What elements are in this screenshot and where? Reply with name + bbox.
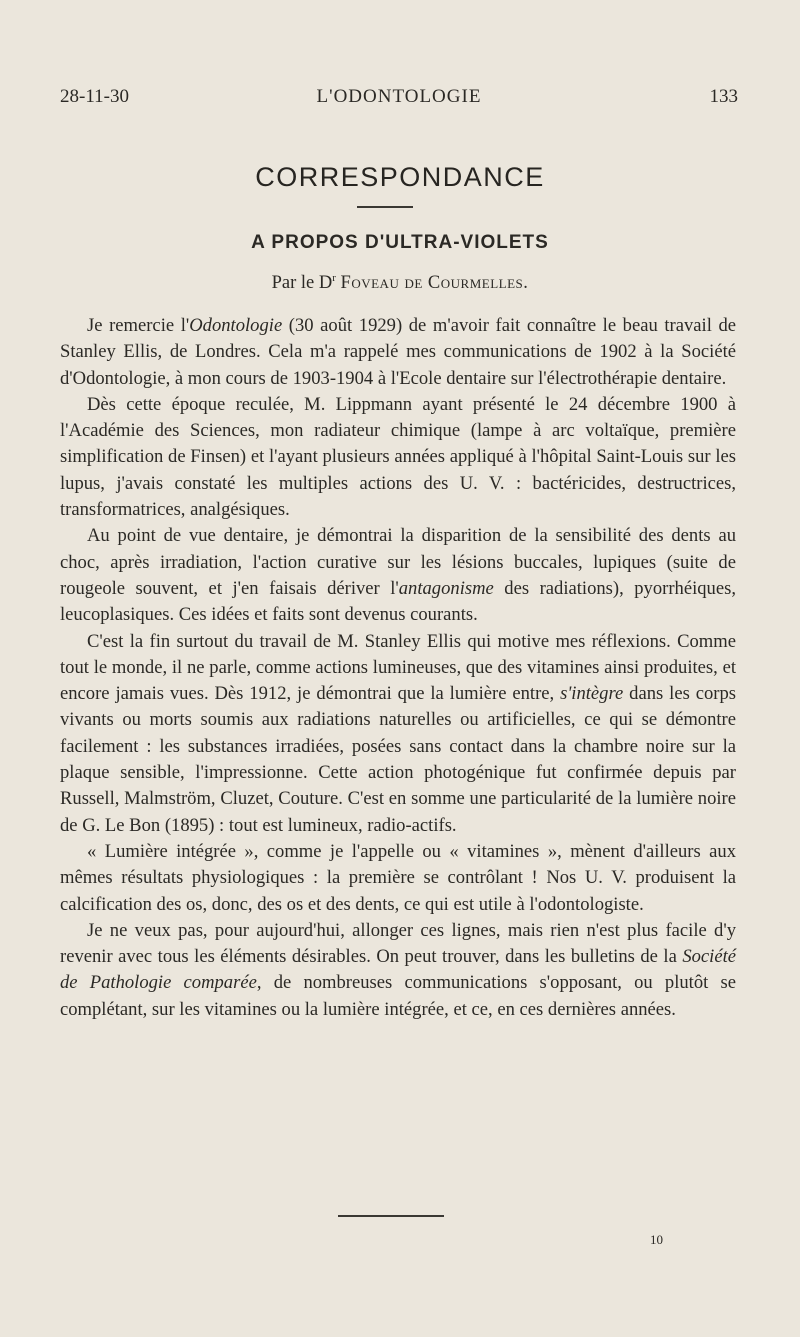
society-name-italic: Société de Pathologie comparée — [60, 946, 736, 994]
paragraph-2: Dès cette époque reculée, M. Lippmann ayant présenté le 24 décembre 1900 à l'Académie des Sciences, mon radiateur chimique (lampe à arc voltaïque, première simplification de Finsen) et l'ayant plusieurs années appliqué à l'hôpital Saint-Louis sur les lupus, j'avais constaté les multiples actions des U. V. : bactéricides, destructrices, transformatrices, analgésiques. — [60, 393, 736, 521]
byline — [0, 272, 800, 294]
journal-name-italic: Odontologie — [189, 315, 283, 336]
signature-folio: 10 — [650, 1232, 663, 1247]
paragraph-1: Je remercie l'Odontologie (30 août 1929) de m'avoir fait connaître le beau travail de Stanley Ellis, de Londres. Cela m'a rappelé mes communications de 1902 à la Société d'Odontologie, à mon cours de 1903-1904 à l'Ecole dentaire sur l'électrothérapie dentaire. — [60, 315, 737, 389]
article-title: A PROPOS D'ULTRA-VIOLETS — [251, 232, 549, 253]
byline-author: Foveau de Courmelles. — [340, 273, 529, 294]
closing-rule — [338, 1215, 444, 1217]
article-body — [60, 313, 736, 1023]
paragraph-6: Je ne veux pas, pour aujourd'hui, allonger ces lignes, mais rien n'est plus facile d'y revenir avec tous les éléments désirables. On peut trouver, dans les bulletins de la Société de Pathologie comparée, de nombreuses communications s'opposant, ou plutôt se complétant, sur les vitamines ou la lumière intégrée, et ce, en ces dernières années. — [60, 919, 736, 1020]
section-title: CORRESPONDANCE — [255, 162, 545, 192]
paragraph-4: C'est la fin surtout du travail de M. Stanley Ellis qui motive mes réflexions. Comme tout le monde, il ne parle, comme actions lumineuses, que des vitamines ainsi produites, et encore jamais vues. Dès 1912, je démontrai que la lumière entre, s'intègre dans les corps vivants ou morts soumis aux radiations naturelles ou artificielles, ce qui se démontre facilement : les substances irradiées, posées sans contact dans la chambre noire sur la plaque sensible, l'impressionne. Cette action photogénique fut confirmée depuis par Russell, Malmström, Cluzet, Couture. C'est en somme une particularité de la lumière noire de G. Le Bon (1895) : tout est lumineux, radio-actifs. — [60, 630, 736, 836]
italic-term: antagonisme — [398, 577, 494, 599]
paragraph-5: « Lumière intégrée », comme je l'appelle ou « vitamines », mènent d'ailleurs aux mêmes résultats physiologiques : la première se contrôlant ! Nos U. V. produisent la calcification des os, donc, des os et des dents, ce qui est utile à l'odontologiste. — [60, 840, 736, 915]
running-header — [60, 86, 738, 112]
byline-prefix-sup: r — [332, 272, 336, 284]
header-page-number: 133 — [709, 86, 738, 107]
byline-prefix: Par le D — [271, 273, 333, 294]
header-date: 28-11-30 — [60, 86, 129, 107]
title-rule — [357, 206, 413, 208]
italic-term: s'intègre — [560, 683, 624, 705]
paragraph-3: Au point de vue dentaire, je démontrai la disparition de la sensibilité des dents au choc, après irradiation, l'action curative sur les lésions buccales, lupiques (suite de rougeole souvent, et j'en faisais dériver l'antagonisme des radiations), pyorrhéiques, leucoplasiques. Ces idées et faits sont devenus courants. — [60, 525, 736, 626]
header-journal-name: L'ODONTOLOGIE — [316, 86, 482, 107]
